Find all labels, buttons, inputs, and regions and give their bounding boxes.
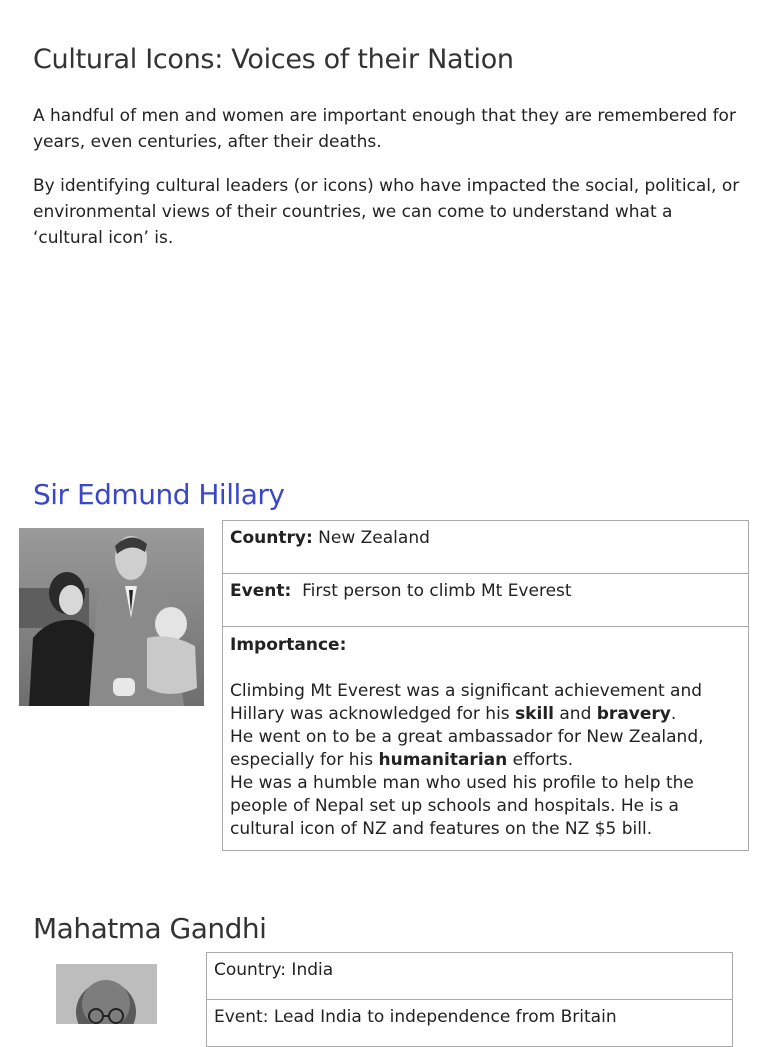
importance-label: Importance:: [230, 635, 347, 655]
gandhi-photo: [56, 964, 157, 1024]
importance-paragraph-3: He was a humble man who used his profile to help the people of Nepal set up schools and hospitals. He is a cultural icon of NZ and features on the NZ $5 bill.: [230, 773, 694, 839]
gandhi-country: Country: India: [207, 953, 733, 1000]
hillary-heading: Sir Edmund Hillary: [33, 478, 285, 511]
intro-paragraph-2: By identifying cultural leaders (or icons) who have impacted the social, political, or environmental views of their countries, we can come to understand what a ‘cultural icon’ is.: [33, 176, 740, 248]
importance-paragraph-2: He went on to be a great ambassador for New Zealand, especially for his humanitarian efforts.: [230, 727, 704, 770]
event-row: [223, 574, 749, 627]
gandhi-event-row: [207, 1000, 733, 1047]
country-row: [223, 521, 749, 574]
event-label: Event:: [230, 581, 292, 601]
gandhi-heading: Mahatma Gandhi: [33, 912, 267, 945]
intro-paragraph-1: A handful of men and women are important enough that they are remembered for years, even centuries, after their deaths.: [33, 106, 736, 152]
gandhi-event: Event: Lead India to independence from Britain: [207, 1000, 733, 1047]
country-label: Country:: [230, 528, 313, 548]
hillary-info-table: [222, 520, 749, 851]
importance-row: [223, 627, 749, 851]
importance-paragraph-1: Climbing Mt Everest was a significant achievement and Hillary was acknowledged for his skill and bravery.: [230, 681, 703, 724]
page-title: Cultural Icons: Voices of their Nation: [33, 44, 514, 75]
gandhi-country-row: [207, 953, 733, 1000]
event-value: First person to climb Mt Everest: [302, 581, 572, 601]
country-value: New Zealand: [318, 528, 430, 548]
hillary-family-photo: [19, 528, 204, 706]
gandhi-info-table: [206, 952, 733, 1047]
